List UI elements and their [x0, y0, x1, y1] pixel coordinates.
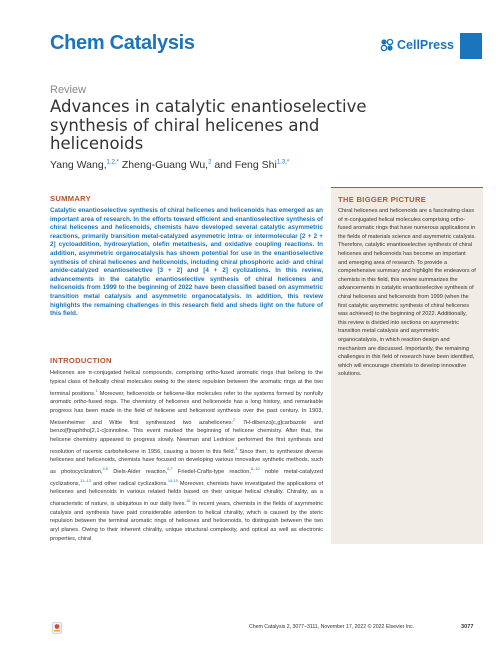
publisher-logo[interactable] — [380, 38, 454, 52]
article-type: Review — [50, 84, 87, 96]
author-affiliation[interactable]: 2 — [208, 159, 212, 166]
article-title: Advances in catalytic enantioselective synthesis of chiral helicenes and helicenoids — [50, 97, 367, 153]
bigger-picture-heading: THE BIGGER PICTURE — [338, 195, 427, 204]
check-for-updates-icon[interactable] — [52, 622, 62, 634]
citation-ref[interactable]: 4,5 — [102, 466, 109, 472]
intro-text-run: Diels-Alder reaction, — [108, 468, 168, 475]
summary-section — [50, 194, 323, 319]
page-footer — [0, 622, 502, 642]
intro-text-run: Friedel-Crafts-type reaction, — [172, 468, 251, 475]
summary-heading: SUMMARY — [50, 194, 92, 203]
author-affiliation[interactable]: 1,3,* — [276, 159, 290, 166]
intro-text-run: 7H-dibenzo[c,g]carbazole and benzo[f]naphtho[2,1-c]cinnoline. This event marked the beginning of helicene chemistry. After that, the helicene chemistry appeared to progress slowly. Newman and Lednicer performed the first synthesis and resolution of racemic carbohelicene in 1956, causing a boom in this field. — [50, 419, 324, 455]
intro-text-run: and other radical cyclizations. — [90, 480, 168, 487]
citation-line: Chem Catalysis 2, 3077–3111, November 17, 2022 © 2022 Elsevier Inc. — [249, 624, 415, 630]
cellpress-logo-icon — [380, 38, 394, 52]
summary-text: Catalytic enantioselective synthesis of chiral helicenes and helicenoids has emerged as an important area of research. In the efforts toward efficient and enantioselective synthesis of chiral helicenes and helicenoids, chemists have developed several catalytic asymmetric reactions, primarily transition metal-catalyzed asymmetric intra- or intermolecular [2 + 2 + 2] cycloaddition, hydroarylation, olefin metathesis, and oxidative coupling reactions. In addition, asymmetric organocatalysis has shown potential for use in the enantioselective synthesis of chiral helicenes and helicenoids, including chiral phosphoric acid- and chiral amide-catalyzed enantioselective [3 + 2] and [4 + 2] cyclizations. In this review, advancements in the catalytic enantioselective synthesis of chiral helicenes and helicenoids from 1999 to the beginning of 2022 have been classified based on asymmetric transition metal catalysis and asymmetric organocatalysis. In addition, this review highlights the remaining challenges in this research field and sheds light on the future of this field. — [50, 207, 323, 318]
publisher-name: CellPress — [397, 38, 454, 52]
author-name[interactable]: and Feng Shi — [211, 159, 277, 171]
introduction-text — [50, 369, 323, 544]
citation-ref[interactable]: 1 — [95, 387, 98, 393]
citation-ref[interactable]: 2 — [233, 416, 236, 422]
introduction-section — [50, 356, 323, 544]
journal-title: Chem Catalysis — [50, 32, 195, 54]
author-affiliation[interactable]: 1,2,* — [106, 159, 119, 166]
citation-ref[interactable]: 11–13 — [80, 477, 91, 483]
intro-text-run: Helicenes are π-conjugated helical compounds, comprising ortho-fused aromatic rings that belong to the typical class of helically chiral molecules owing to the steric repulsion between the aromatic rings at the two terminal positions. — [50, 370, 323, 397]
intro-text-run: In recent years, chemists in the fields of asymmetric catalysis and synthesis have paid considerable attention to helical chirality, which is caused by the steric repulsion between the terminal aromatic rings of helicenes and helicenoids, to distinguish between the two aryl planes. Owing to their inherent chirality, unique structural complexity, and optical as well as electronic properties, chiral — [50, 500, 323, 542]
citation-ref[interactable]: 3 — [235, 445, 238, 451]
intro-text-run: Since then, to synthesize diverse helicenes and helicenoids, chemists have focused on developing various innovative synthetic methods, such as photocyclization, — [50, 448, 323, 475]
citation-ref[interactable]: 14,15 — [167, 477, 178, 483]
intro-text-run: noble metal-catalyzed cyclizations, — [50, 468, 323, 487]
citation-ref[interactable]: 8–10 — [250, 466, 260, 472]
author-name[interactable]: Yang Wang, — [50, 159, 107, 171]
intro-text-run: Moreover, chemists have investigated the applications of helicenes and helicenoids in various related fields based on their unique helical chirality. Chirality, as a characteristic of nature, is ubiquitous in our daily lives. — [50, 480, 323, 507]
citation-ref[interactable]: 16 — [186, 498, 191, 504]
intro-text-run: Moreover, helicenoids or helicene-like molecules refer to the systems formed by nonfully aromatic ortho-fused rings. The chemistry of helicenes and helicenoids has a long history, and remarkable progress has been made in the field of helicene and helicenoid synthesis over the past century. In 1903, Meisenheimer and Witte first synthesized two azahelicenes: — [50, 390, 323, 426]
page-number: 3077 — [461, 624, 474, 630]
introduction-heading: INTRODUCTION — [50, 356, 112, 365]
bigger-picture-box — [331, 187, 483, 544]
bigger-picture-text: Chiral helicenes and helicenoids are a fascinating class of π-conjugated helical molecules comprising ortho-fused aromatic rings that have numerous applications in the fields of materials science and asymmetric catalysis. Therefore, catalytic enantioselective synthesis of chiral helicenes and helicenoids has become an important and emerging area of research. To provide a comprehensive summary and highlight the endeavors of chemists in this field, this review summarizes the advancements in catalytic enantioselective synthesis of chiral helicenes and helicenoids from 1999 (when the first catalytic asymmetric synthesis of chiral helicenes was achieved) to the beginning of 2022. Additionally, this review is divided into sections on asymmetric transition metal catalysis and asymmetric organocatalysis, in which reaction design and mechanism are discussed. Importantly, the remaining challenges in this field of research have been identified, which will encourage chemists to develop innovative solutions. — [338, 208, 476, 378]
author-list — [50, 159, 289, 171]
citation-ref[interactable]: 6,7 — [167, 466, 173, 472]
header-accent-tab — [460, 33, 482, 59]
author-name[interactable]: Zheng-Guang Wu, — [118, 159, 209, 171]
